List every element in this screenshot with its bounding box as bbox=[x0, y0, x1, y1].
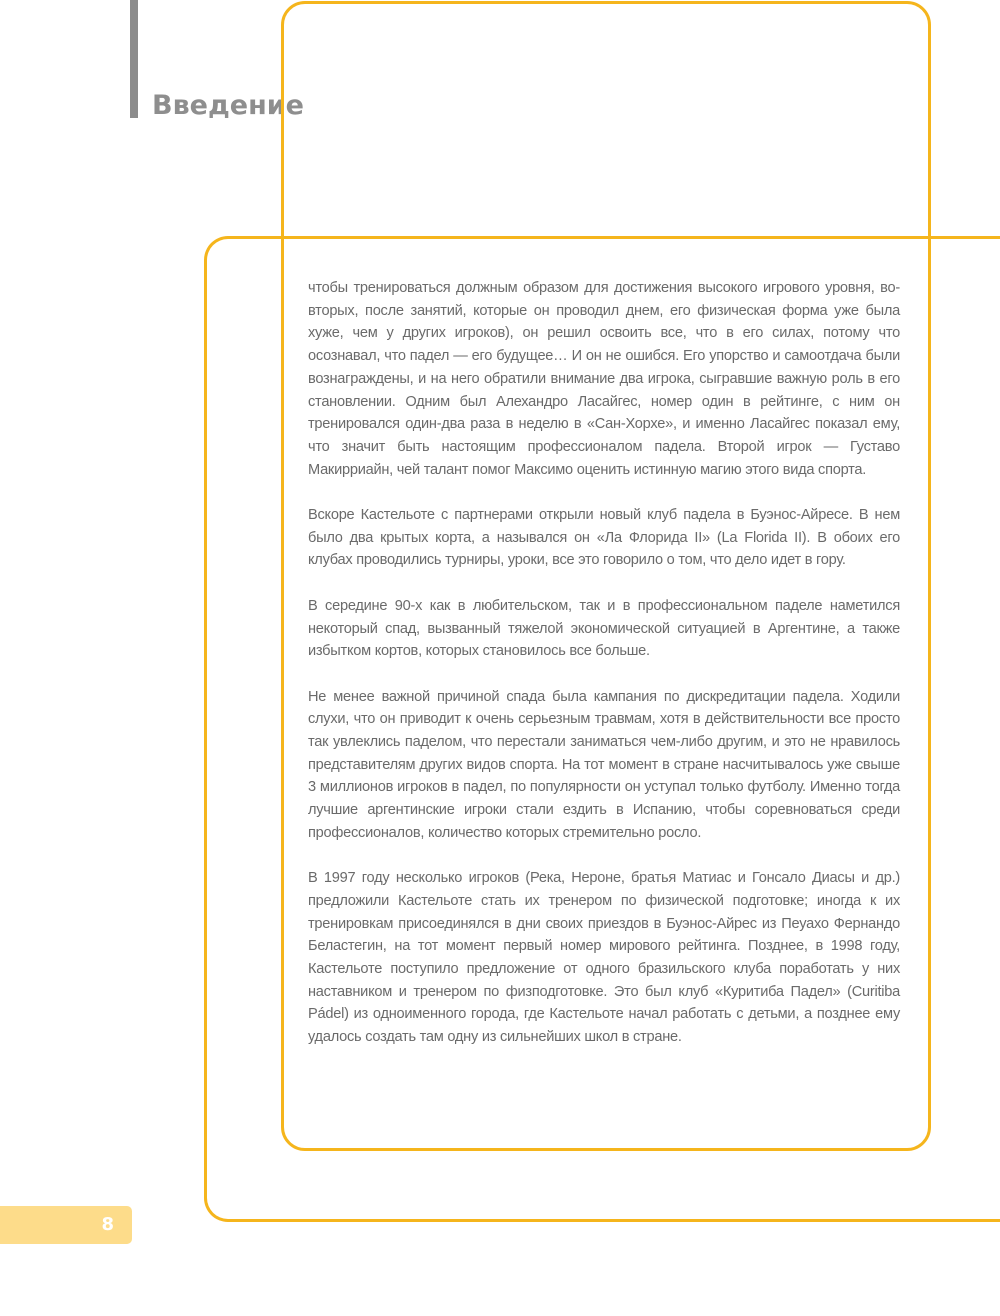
page-number: 8 bbox=[101, 1214, 114, 1235]
paragraph-3: В середине 90-х как в любительском, так и в профессиональном паделе наметился некоторый спад, вызванный тяжелой экономической ситуацией в Аргентине, а также избытком кортов, которых становилось все больше. bbox=[308, 597, 900, 660]
paragraph-2: Вскоре Кастельоте с партнерами открыли новый клуб падела в Буэнос-Айресе. В нем было два крытых корта, а назывался он «Ла Флорида II» (La Florida II). В обоих его клубах проводились турниры, уроки, все это говорило о том, что дело идет в гору. bbox=[308, 507, 900, 569]
paragraph-5: В 1997 году несколько игроков (Река, Нероне, братья Матиас и Гонсало Диасы и др.) предложили Кастельоте стать их тренером по физической подготовке; иногда к их тренировкам присоединялся в дни своих приездов в Буэнос-Айрес из Пеуахо Фернандо Беластегин, на тот момент первый номер мирового рейтинга. Позднее, в 1998 году, Кастельоте поступило предложение от одного бразильского клуба поработать у них наставником и тренером по физподготовке. Это был клуб «Куритиба Падел» (Curitiba Pádel) из одноименного города, где Кастельоте начал работать с детьми, а позднее ему удалось создать там одну из сильнейших школ в стране. bbox=[308, 870, 900, 1046]
section-title: Введение bbox=[152, 90, 304, 121]
paragraph-4: Не менее важной причиной спада была кампания по дискредитации падела. Ходили слухи, что он приводит к очень серьезным травмам, хотя в действительности все просто так увлеклись паделом, что перестали заниматься чем-либо другим, и это не нравилось представителям других видов спорта. На тот момент в стране насчитывалось уже свыше 3 миллионов игроков в падел, по популярности он уступал только футболу. Именно тогда лучшие аргентинские игроки стали ездить в Испанию, чтобы соревноваться среди профессионалов, количество которых стремительно росло. bbox=[308, 688, 900, 841]
article-body bbox=[308, 277, 900, 1049]
section-marker-bar bbox=[130, 0, 138, 118]
paragraph-1: чтобы тренироваться должным образом для достижения высокого игрового уровня, во-вторых, после занятий, которые он проводил днем, его физическая форма уже была хуже, чем у других игроков), он решил освоить все, что в его силах, потому что осознавал, что падел — его будущее… И он не ошибся. Его упорство и самоотдача были вознаграждены, и на него обратили внимание два игрока, сыгравшие важную роль в его становлении. Одним был Алехандро Ласайгес, номер один в рейтинге, с ним он тренировался один-два раза в неделю в «Сан-Хорхе», и именно Ласайгес показал ему, что значит быть настоящим профессионалом падела. Второй игрок — Густаво Макирриайн, чей талант помог Максимо оценить истинную магию этого вида спорта. bbox=[308, 280, 900, 478]
page-number-tab bbox=[0, 1206, 132, 1244]
